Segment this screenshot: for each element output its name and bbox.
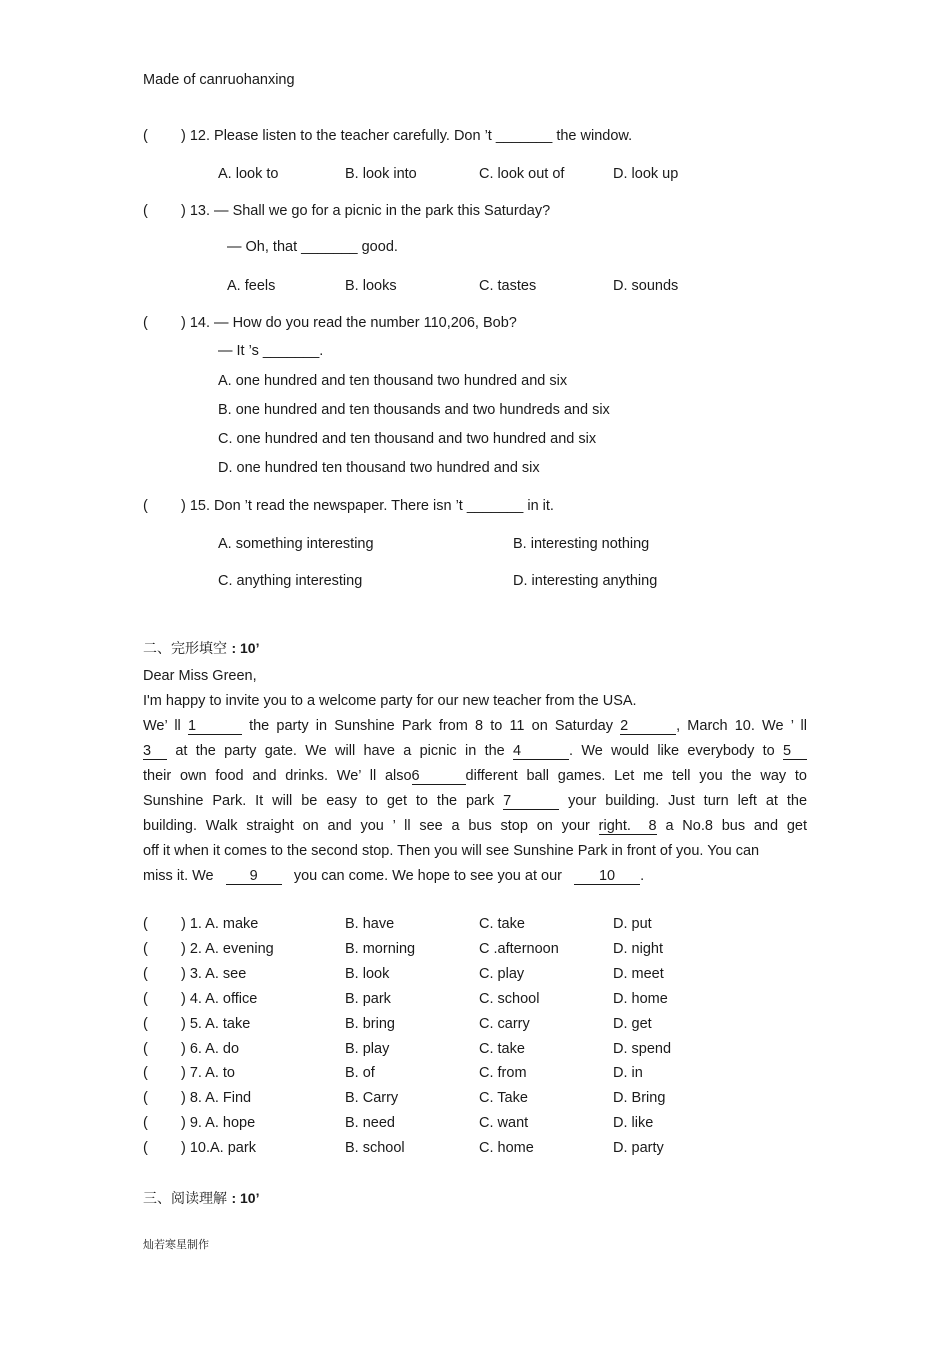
cloze-q10-option-a: ) 10.A. park [181, 1140, 256, 1156]
q12-option-c: C. look out of [479, 166, 565, 182]
cloze-q6-option-b: B. play [345, 1041, 390, 1057]
cloze-q3-option-d: D. meet [613, 966, 664, 982]
section2-score: : 10’ [231, 640, 260, 656]
cloze-q3-option-b: B. look [345, 966, 390, 982]
blank-8: right. 8 [598, 818, 657, 834]
q12-option-d: D. look up [613, 166, 679, 182]
q14-option-d: D. one hundred ten thousand two hundred and six [218, 460, 540, 476]
cloze-q4-option-b: B. park [345, 991, 391, 1007]
letter-line-4: Sunshine Park. It will be easy to get to the park 7 your building. Just turn left at the [143, 793, 808, 809]
q15-paren: ( [143, 498, 148, 514]
q15-option-a: A. something interesting [218, 536, 374, 552]
q12-option-a: A. look to [218, 166, 279, 182]
q12-paren: ( [143, 128, 148, 144]
cloze-q4-option-c: C. school [479, 991, 540, 1007]
q14-option-a: A. one hundred and ten thousand two hundred and six [218, 373, 568, 389]
cloze-q9-option-b: B. need [345, 1115, 395, 1131]
cloze-q10-option-c: C. home [479, 1140, 534, 1156]
blank-6: 6 [412, 768, 466, 785]
cloze-q1-option-a: ) 1. A. make [181, 916, 259, 932]
letter-line-3: their own food and drinks. We’ ll also6 different ball games. Let me tell you the way to [143, 768, 807, 784]
blank-10: 10 [574, 868, 640, 885]
blank-4: 4 [513, 743, 569, 760]
cloze-q5-paren: ( [143, 1016, 148, 1032]
cloze-q6-option-d: D. spend [613, 1041, 672, 1057]
letter-intro: I'm happy to invite you to a welcome party for our new teacher from the USA. [143, 693, 637, 709]
q15-option-c: C. anything interesting [218, 573, 363, 589]
cloze-q8-option-c: C. Take [479, 1090, 528, 1106]
q12-stem: ) 12. Please listen to the teacher carefully. Don ’t _______ the window. [181, 128, 633, 144]
cloze-q3-paren: ( [143, 966, 148, 982]
cloze-q5-option-c: C. carry [479, 1016, 530, 1032]
q15-option-b: B. interesting nothing [513, 536, 650, 552]
letter-line-7: miss it. We 9 you can come. We hope to see you at our 10 . [143, 868, 645, 884]
cloze-q10-option-b: B. school [345, 1140, 405, 1156]
cloze-q10-option-d: D. party [613, 1140, 664, 1156]
cloze-q6-option-c: C. take [479, 1041, 525, 1057]
page-footer: 灿若寒星制作 [143, 1238, 209, 1251]
blank-3: 3 [143, 743, 167, 760]
q13-stem: ) 13. — Shall we go for a picnic in the park this Saturday? [181, 203, 551, 219]
cloze-q2-paren: ( [143, 941, 148, 957]
cloze-q3-option-a: ) 3. A. see [181, 966, 247, 982]
cloze-q1-option-b: B. have [345, 916, 395, 932]
q14-paren: ( [143, 315, 148, 331]
cloze-q7-option-a: ) 7. A. to [181, 1065, 235, 1081]
cloze-q7-paren: ( [143, 1065, 148, 1081]
cloze-q8-option-b: B. Carry [345, 1090, 399, 1106]
blank-5: 5 [783, 743, 807, 760]
cloze-q3-option-c: C. play [479, 966, 525, 982]
q15-option-d: D. interesting anything [513, 573, 658, 589]
section3-heading [143, 1188, 259, 1208]
q13-paren: ( [143, 203, 148, 219]
cloze-q9-option-d: D. like [613, 1115, 654, 1131]
q14-stem: ) 14. — How do you read the number 110,206, Bob? [181, 315, 517, 331]
q14-option-b: B. one hundred and ten thousands and two hundreds and six [218, 402, 610, 418]
cloze-q4-option-d: D. home [613, 991, 668, 1007]
q12-option-b: B. look into [345, 166, 417, 182]
cloze-q9-option-a: ) 9. A. hope [181, 1115, 256, 1131]
section2-heading [143, 638, 259, 658]
cloze-q4-paren: ( [143, 991, 148, 1007]
cloze-q4-option-a: ) 4. A. office [181, 991, 258, 1007]
letter-line-6: off it when it comes to the second stop. Then you will see Sunshine Park in front of you. You can [143, 843, 760, 859]
letter-line-5: building. Walk straight on and you ’ ll see a bus stop on your right. 8 a No.8 bus and get [143, 818, 807, 834]
q13-option-d: D. sounds [613, 278, 679, 294]
cloze-q8-option-d: D. Bring [613, 1090, 666, 1106]
q13-reply: — Oh, that _______ good. [227, 239, 398, 255]
cloze-q9-paren: ( [143, 1115, 148, 1131]
q13-option-a: A. feels [227, 278, 276, 294]
section3-title: 三、阅读理解 [143, 1191, 227, 1207]
q13-option-b: B. looks [345, 278, 397, 294]
blank-1: 1 [188, 718, 242, 735]
cloze-q7-option-b: B. of [345, 1065, 375, 1081]
cloze-q7-option-d: D. in [613, 1065, 643, 1081]
cloze-q8-paren: ( [143, 1090, 148, 1106]
cloze-q10-paren: ( [143, 1140, 148, 1156]
letter-line-1: We’ ll 1 the party in Sunshine Park from 8 to 11 on Saturday 2 , March 10. We ’ ll [143, 718, 807, 734]
q14-option-c: C. one hundred and ten thousand and two hundred and six [218, 431, 597, 447]
cloze-q6-paren: ( [143, 1041, 148, 1057]
section3-score: : 10’ [231, 1190, 260, 1206]
cloze-q6-option-a: ) 6. A. do [181, 1041, 240, 1057]
cloze-q7-option-c: C. from [479, 1065, 527, 1081]
letter-line-2: 3 at the party gate. We will have a picnic in the 4 . We would like everybody to 5 [143, 739, 807, 764]
cloze-q2-option-d: D. night [613, 941, 663, 957]
cloze-q1-paren: ( [143, 916, 148, 932]
q14-reply: — It ’s _______. [218, 343, 324, 359]
cloze-q2-option-a: ) 2. A. evening [181, 941, 274, 957]
cloze-q8-option-a: ) 8. A. Find [181, 1090, 252, 1106]
cloze-q1-option-d: D. put [613, 916, 652, 932]
page-header: Made of canruohanxing [143, 72, 295, 88]
section2-title: 二、完形填空 [143, 641, 227, 657]
q15-stem: ) 15. Don ’t read the newspaper. There isn ’t _______ in it. [181, 498, 554, 514]
cloze-q5-option-b: B. bring [345, 1016, 395, 1032]
cloze-q1-option-c: C. take [479, 916, 525, 932]
blank-9: 9 [226, 868, 282, 885]
blank-2: 2 [620, 718, 676, 735]
blank-7: 7 [503, 793, 559, 810]
cloze-q2-option-c: C .afternoon [479, 941, 559, 957]
cloze-q5-option-d: D. get [613, 1016, 652, 1032]
letter-greeting: Dear Miss Green, [143, 668, 257, 684]
cloze-q5-option-a: ) 5. A. take [181, 1016, 251, 1032]
cloze-letter [143, 664, 807, 889]
cloze-q2-option-b: B. morning [345, 941, 416, 957]
cloze-q9-option-c: C. want [479, 1115, 529, 1131]
q13-option-c: C. tastes [479, 278, 537, 294]
